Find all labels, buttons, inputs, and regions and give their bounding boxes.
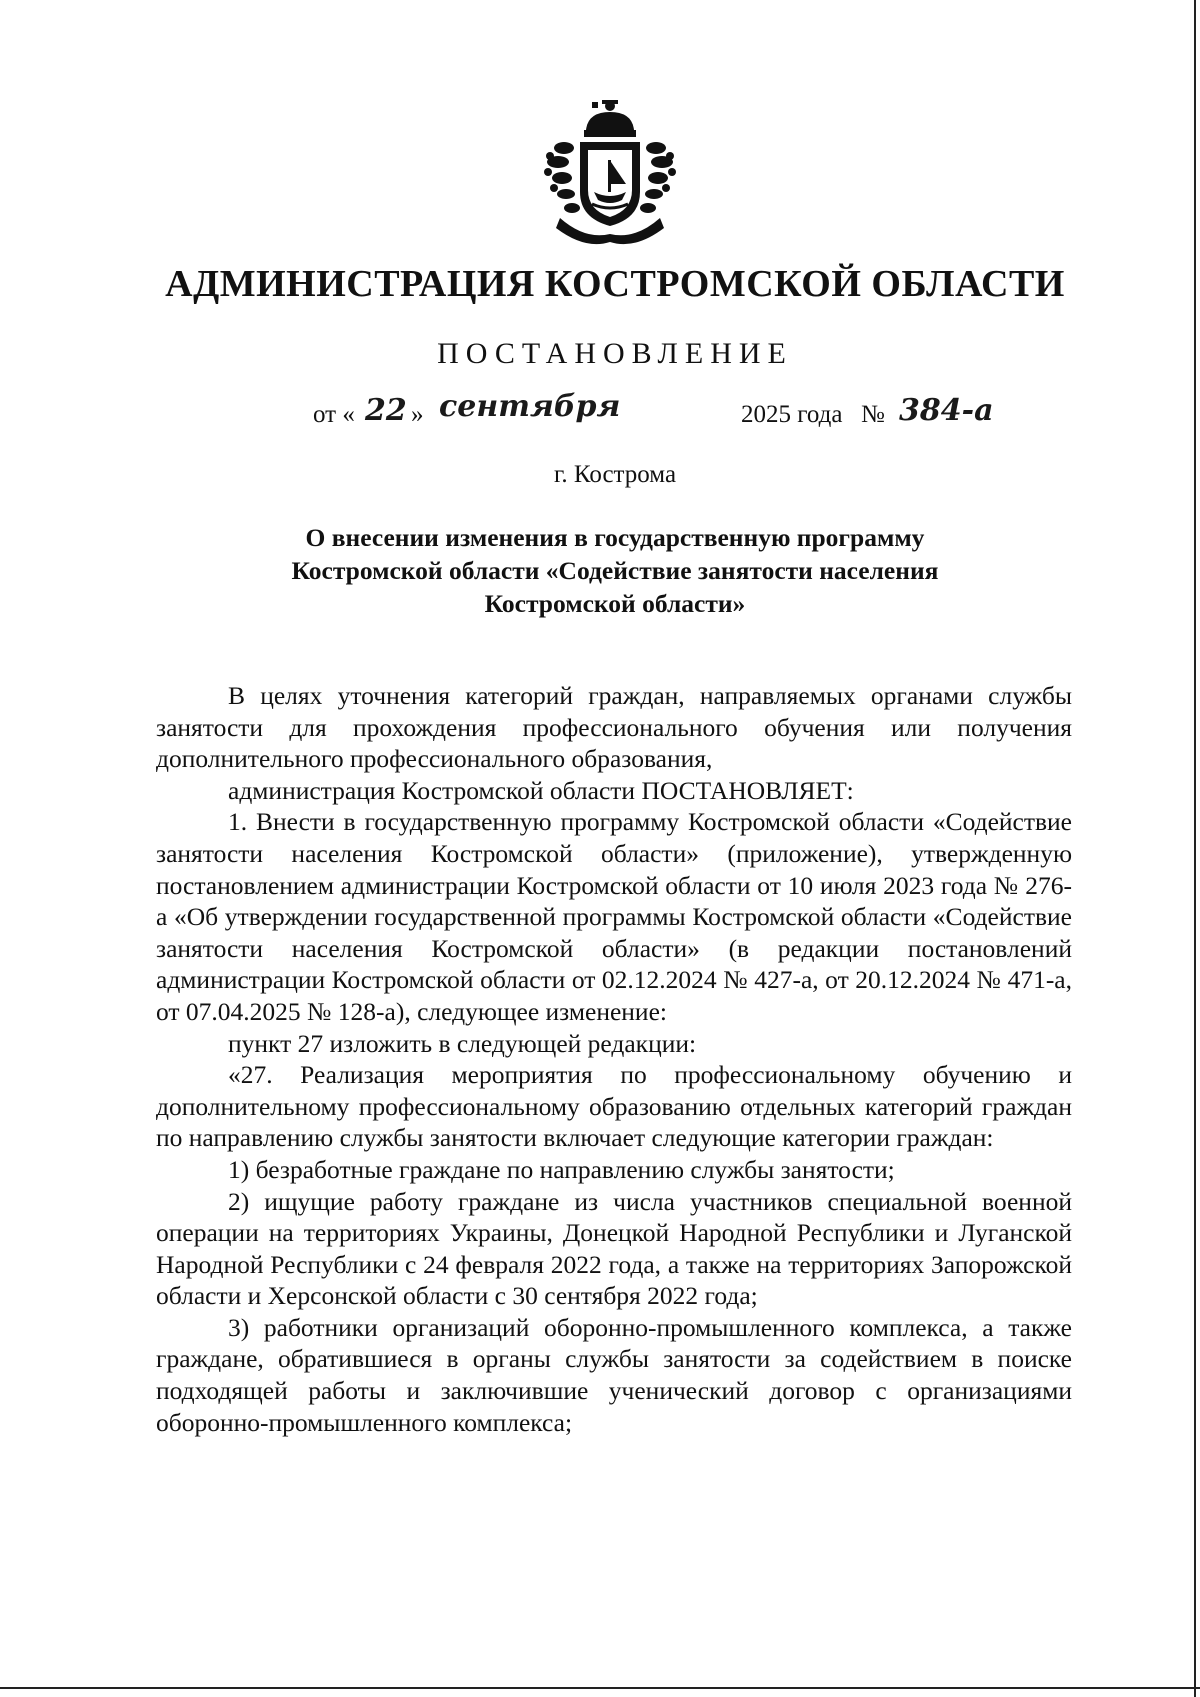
date-mid: » xyxy=(411,401,424,428)
subject-line: Костромской области «Содействие занятости населения xyxy=(291,556,939,585)
date-line xyxy=(313,389,1033,443)
number-sign: № xyxy=(861,401,885,428)
document-number-handwritten: 384-а xyxy=(899,393,994,428)
paragraph-point-27: «27. Реализация мероприятия по профессиональному обучению и дополнительному профессиональному образованию отдельных категорий граждан по направлению службы занятости включает следующие категории граждан: xyxy=(156,1060,1072,1153)
paragraph-resolves: администрация Костромской области ПОСТАНОВЛЯЕТ: xyxy=(228,775,854,805)
document-body xyxy=(156,680,1072,1438)
date-day-handwritten: 22 xyxy=(365,393,407,428)
paragraph-preamble: В целях уточнения категорий граждан, направляемых органами службы занятости для прохождения профессионального обучения или получения дополнительного профессионального образования, xyxy=(156,681,1072,774)
date-prefix: от « xyxy=(313,401,355,428)
paragraph-point-27-intro: пункт 27 изложить в следующей редакции: xyxy=(228,1028,697,1058)
document-subject xyxy=(200,521,1030,620)
date-year: 2025 года xyxy=(741,401,843,428)
subject-line: Костромской области» xyxy=(484,589,746,618)
subject-line: О внесении изменения в государственную программу xyxy=(305,523,925,552)
scan-edge-right xyxy=(1194,0,1196,1697)
paragraph-item-1: 1. Внести в государственную программу Костромской области «Содействие занятости населения Костромской области» (приложение), утвержденную постановлением администрации Костромской области от 10 июля 2023 года № 276-а «Об утверждении государственной программы Костромской области «Содействие занятости населения Костромской области» (в редакции постановлений администрации Костромской области от 02.12.2024 № 427-а, от 20.12.2024 № 471-а, от 07.04.2025 № 128-а), следующее изменение: xyxy=(156,807,1072,1026)
paragraph-category-1: 1) безработные граждане по направлению службы занятости; xyxy=(228,1154,895,1184)
scan-edge-bottom xyxy=(0,1687,1200,1689)
paragraph-category-3: 3) работники организаций оборонно-промышленного комплекса, а также граждане, обратившиеся в органы службы занятости за содействием в поиске подходящей работы и заключившие ученический договор с организациями оборонно-промышленного комплекса; xyxy=(156,1312,1072,1437)
document-type: ПОСТАНОВЛЕНИЕ xyxy=(437,337,793,370)
coat-of-arms-emblem xyxy=(530,100,690,250)
organization-title: АДМИНИСТРАЦИЯ КОСТРОМСКОЙ ОБЛАСТИ xyxy=(165,263,1065,305)
city: г. Кострома xyxy=(553,461,677,488)
paragraph-category-2: 2) ищущие работу граждане из числа участников специальной военной операции на территориях Украины, Донецкой Народной Республики и Луганской Народной Республики с 24 февраля 2022 года, а также на территориях Запорожской области и Херсонской области с 30 сентября 2022 года; xyxy=(156,1186,1072,1311)
date-month-handwritten: сентября xyxy=(439,389,621,424)
